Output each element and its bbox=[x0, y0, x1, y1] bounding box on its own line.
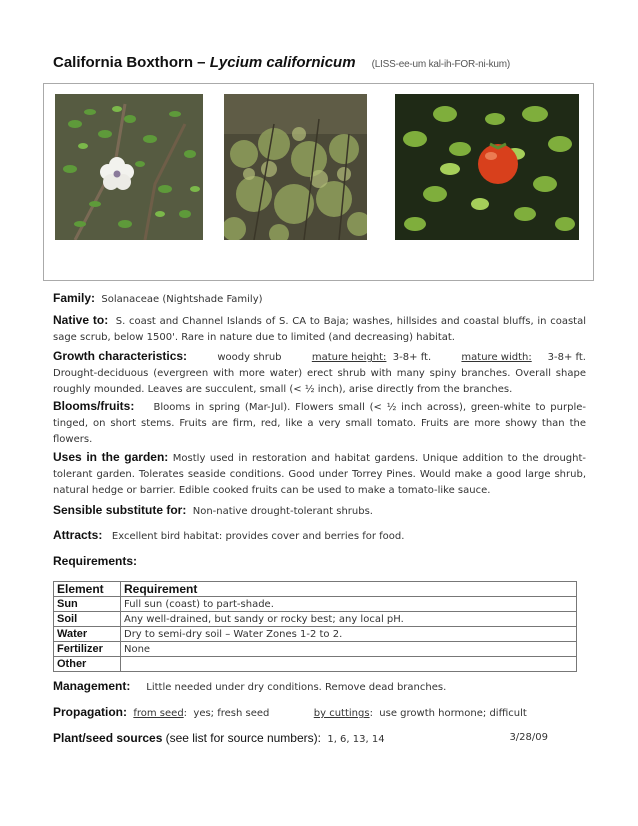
native-section bbox=[53, 312, 586, 346]
garden-section bbox=[53, 449, 586, 499]
mature-height-label: mature height: bbox=[311, 352, 387, 363]
attracts-text: Excellent bird habitat: provides cover and berries for food. bbox=[111, 531, 405, 542]
family-label: Family: bbox=[53, 291, 96, 305]
cuttings-label: by cuttings bbox=[313, 708, 370, 719]
cuttings-text: use growth hormone; difficult bbox=[379, 708, 527, 719]
sources-section bbox=[53, 730, 586, 748]
management-section bbox=[53, 678, 586, 696]
sheet-date: 3/28/09 bbox=[509, 732, 548, 743]
native-label: Native to: bbox=[53, 313, 109, 327]
garden-label: Uses in the garden: bbox=[53, 450, 169, 464]
row-element: Sun bbox=[54, 597, 121, 612]
table-row bbox=[54, 657, 577, 672]
flower-photo bbox=[55, 94, 203, 240]
pronunciation: (LISS-ee-um kal-ih-FOR-ni-kum) bbox=[371, 59, 511, 70]
family-text: Solanaceae (Nightshade Family) bbox=[101, 294, 263, 305]
attracts-section bbox=[53, 527, 586, 545]
common-name: California Boxthorn – bbox=[53, 54, 210, 71]
growth-text: Drought-deciduous (evergreen with more water) erect shrub with many spiny branches. Overall shape roughly mounded. Leaves are succulent, small (< ½ inch), arise directly from the branches. bbox=[53, 368, 586, 395]
row-requirement: Full sun (coast) to part-shade. bbox=[121, 597, 577, 612]
growth-label: Growth characteristics: bbox=[53, 349, 188, 363]
garden-text: Mostly used in restoration and habitat gardens. Unique addition to the drought-tolerant garden. Tolerates seaside conditions. Good under Torrey Pines. Would make a good large shrub, natural hedge or barrier. Edible cooked fruits can be used to make a tomato-like sauce. bbox=[53, 453, 587, 496]
sources-label: Plant/seed sources bbox=[53, 731, 163, 745]
table-row bbox=[54, 627, 577, 642]
mature-height-value: 3-8+ ft. bbox=[392, 352, 432, 363]
row-requirement: Dry to semi-dry soil – Water Zones 1-2 to 2. bbox=[121, 627, 577, 642]
requirements-section bbox=[53, 553, 586, 571]
fruit-photo bbox=[395, 94, 579, 240]
seed-text: yes; fresh seed bbox=[193, 708, 270, 719]
growth-section bbox=[53, 348, 586, 398]
row-element: Soil bbox=[54, 612, 121, 627]
col-requirement-header: Requirement bbox=[121, 582, 577, 597]
photo-strip bbox=[43, 83, 594, 281]
blooms-label: Blooms/fruits: bbox=[53, 399, 135, 413]
row-requirement: None bbox=[121, 642, 577, 657]
substitute-section bbox=[53, 502, 586, 520]
substitute-label: Sensible substitute for: bbox=[53, 503, 187, 517]
latin-name: Lycium californicum bbox=[209, 54, 356, 71]
family-section bbox=[53, 290, 586, 308]
mature-width-label: mature width: bbox=[461, 352, 532, 363]
requirements-table bbox=[53, 581, 577, 672]
row-requirement: Any well-drained, but sandy or rocky best; any local pH. bbox=[121, 612, 577, 627]
shrub-photo bbox=[224, 94, 367, 240]
col-element-header: Element bbox=[54, 582, 121, 597]
management-text: Little needed under dry conditions. Remove dead branches. bbox=[146, 682, 447, 693]
blooms-section bbox=[53, 398, 586, 448]
row-element: Fertilizer bbox=[54, 642, 121, 657]
table-row bbox=[54, 612, 577, 627]
management-label: Management: bbox=[53, 679, 131, 693]
propagation-section: Propagation: from seed: yes; fresh seed by cuttings: use growth hormone; difficult bbox=[53, 705, 527, 719]
page-title bbox=[53, 54, 593, 72]
seed-label: from seed bbox=[133, 708, 184, 719]
mature-width bbox=[461, 350, 586, 366]
sources-note: (see list for source numbers): bbox=[165, 731, 321, 745]
mature-width-value: 3-8+ ft. bbox=[547, 352, 586, 363]
row-requirement bbox=[121, 657, 577, 672]
table-row bbox=[54, 642, 577, 657]
growth-type: woody shrub bbox=[217, 352, 282, 363]
table-header-row bbox=[54, 582, 577, 597]
row-element: Other bbox=[54, 657, 121, 672]
propagation-label: Propagation: bbox=[53, 705, 127, 719]
attracts-label: Attracts: bbox=[53, 528, 103, 542]
mature-height bbox=[312, 350, 431, 366]
blooms-text: Blooms in spring (Mar-Jul). Flowers small (< ½ inch across), green-white to purple-tinged, on short stems. Fruits are firm, red, like a very small tomato. Fruits are more showy than the flowers. bbox=[53, 402, 586, 445]
table-row bbox=[54, 597, 577, 612]
native-text: S. coast and Channel Islands of S. CA to Baja; washes, hillsides and coastal bluffs, in coastal sage scrub, below 1500'. Rare in nature due to limited (and decreasing) habitat. bbox=[53, 316, 586, 343]
growth-header-row bbox=[53, 348, 586, 366]
row-element: Water bbox=[54, 627, 121, 642]
sources-numbers: 1, 6, 13, 14 bbox=[327, 734, 385, 745]
substitute-text: Non-native drought-tolerant shrubs. bbox=[192, 506, 373, 517]
requirements-label: Requirements: bbox=[53, 554, 138, 568]
